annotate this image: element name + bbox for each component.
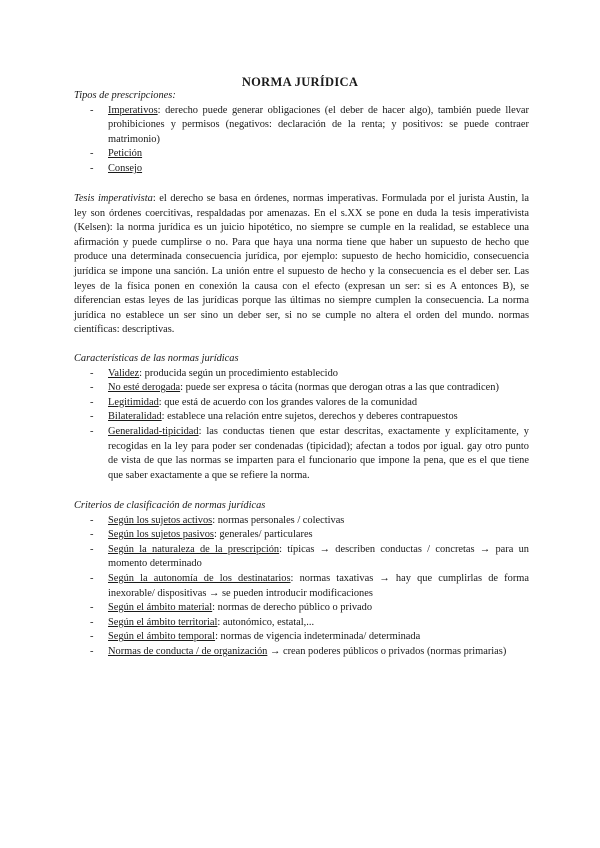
list-item [74, 104, 529, 148]
paragraph-lead: Tesis imperativista [74, 193, 153, 204]
list-item-text: : normas de derecho público o privado [212, 602, 373, 614]
list-item [74, 381, 529, 396]
list-item [74, 528, 529, 543]
list-item [74, 601, 529, 616]
bullet-list [74, 367, 529, 484]
bullet-list [74, 514, 529, 660]
list-item [74, 396, 529, 411]
list-item-text: : que está de acuerdo con los grandes valores de la comunidad [158, 396, 418, 408]
list-item-term: No esté derogada [108, 382, 181, 394]
section-criterios-clasificacion [74, 499, 529, 660]
list-item-text: → crean poderes públicos o privados (normas primarias) [267, 645, 507, 657]
bullet-list [74, 104, 529, 177]
list-item-text: : autonómico, estatal,... [217, 616, 315, 628]
list-item-text: : normas de vigencia indeterminada/ determinada [215, 631, 421, 643]
list-item [74, 543, 529, 572]
list-item [74, 367, 529, 382]
list-item-term: Imperativos [108, 104, 158, 116]
list-item [74, 147, 529, 162]
list-item-text: : típicas → describen conductas / concretas → para un momento determinado [108, 543, 529, 570]
section-heading: Características de las normas jurídicas [74, 353, 239, 364]
list-item-text: : generales/ particulares [213, 529, 313, 541]
section-heading: Criterios de clasificación de normas jurídicas [74, 500, 266, 511]
list-item-term: Según el ámbito material [108, 602, 213, 614]
list-item-term: Según el ámbito territorial [108, 616, 218, 628]
list-item-term: Bilateralidad [108, 411, 162, 423]
list-item-term: Según el ámbito temporal [108, 631, 216, 643]
list-item-term: Normas de conducta / de organización [108, 645, 268, 657]
section-heading: Tipos de prescripciones: [74, 90, 176, 101]
page-title: NORMA JURÍDICA [241, 75, 359, 89]
list-item [74, 162, 529, 177]
paragraph-tesis-imperativista [74, 192, 529, 338]
list-item [74, 572, 529, 601]
list-item-term: Legitimidad [108, 396, 159, 408]
list-item [74, 645, 529, 660]
list-item-term: Generalidad-tipicidad [108, 425, 199, 437]
list-item-term: Consejo [108, 162, 143, 174]
list-item-term: Petición [108, 148, 143, 160]
list-item-text: : las conductas tienen que estar descritas, exactamente y explícitamente, y recogidas en la ley para poder ser condenadas (tipicidad); afectan a todos por igual. gay otro punto de vista de que las normas se imparten para el funcionario que impone la pena, que es el que tiene que saber exactamente a que se refiere la norma. [108, 425, 529, 481]
list-item-text: : puede ser expresa o tácita (normas que derogan otras a las que contradicen) [180, 382, 499, 394]
list-item [74, 410, 529, 425]
list-item-text: : establece una relación entre sujetos, derechos y deberes contrapuestos [161, 411, 458, 423]
list-item-text: : normas personales / colectivas [212, 514, 345, 526]
list-item [74, 425, 529, 483]
list-item [74, 616, 529, 631]
list-item-term: Según los sujetos pasivos [108, 529, 214, 541]
list-item-term: Según los sujetos activos [108, 514, 213, 526]
list-item-text: : normas taxativas → hay que cumplirlas de forma inexorable/ dispositivas → se pueden introducir modificaciones [108, 572, 529, 599]
paragraph-text: : el derecho se basa en órdenes, normas imperativas. Formulada por el jurista Austin, la ley son órdenes coercitivas, respaldadas por amenazas. En el s.XX se pone en duda la tesis imperativista (Kelsen): la norma jurídica es un juicio hipotético, no siempre se cumple en la realidad, se establece una afirmación y puede cumplirse o no. Para que haya una norma tiene que haber un supuesto de hecho que produce una determinada consecuencia jurídica, por ejemplo: supuesto de hecho homicidio, consecuencia jurídica se impone una sanción. La unión entre el supuesto de hecho y la consecuencia es el deber ser. Las leyes de la física ponen en conexión la causa con el efecto (expresan un ser: si es A entonces B), se diferencian estas leyes de las jurídicas porque las últimas no siempre cumplen la consecuencia. La norma jurídica no establece un ser sino un deber ser, si no se cumple no altera el orden del mundo. normas científicas: descriptivas. [74, 193, 530, 336]
list-item [74, 630, 529, 645]
list-item-term: Según la autonomía de los destinatarios [108, 572, 291, 584]
list-item-term: Validez [108, 367, 140, 379]
list-item-term: Según la naturaleza de la prescripción [108, 543, 280, 555]
list-item [74, 514, 529, 529]
list-item-text: : derecho puede generar obligaciones (el deber de hacer algo), también puede llevar prohibiciones y permisos (negativos: declaración de la renta; y positivos: se puede contraer matrimonio) [108, 104, 529, 145]
list-item-text: : producida según un procedimiento establecido [139, 367, 338, 379]
section-caracteristicas [74, 352, 529, 483]
section-tipos-prescripciones [74, 89, 529, 177]
